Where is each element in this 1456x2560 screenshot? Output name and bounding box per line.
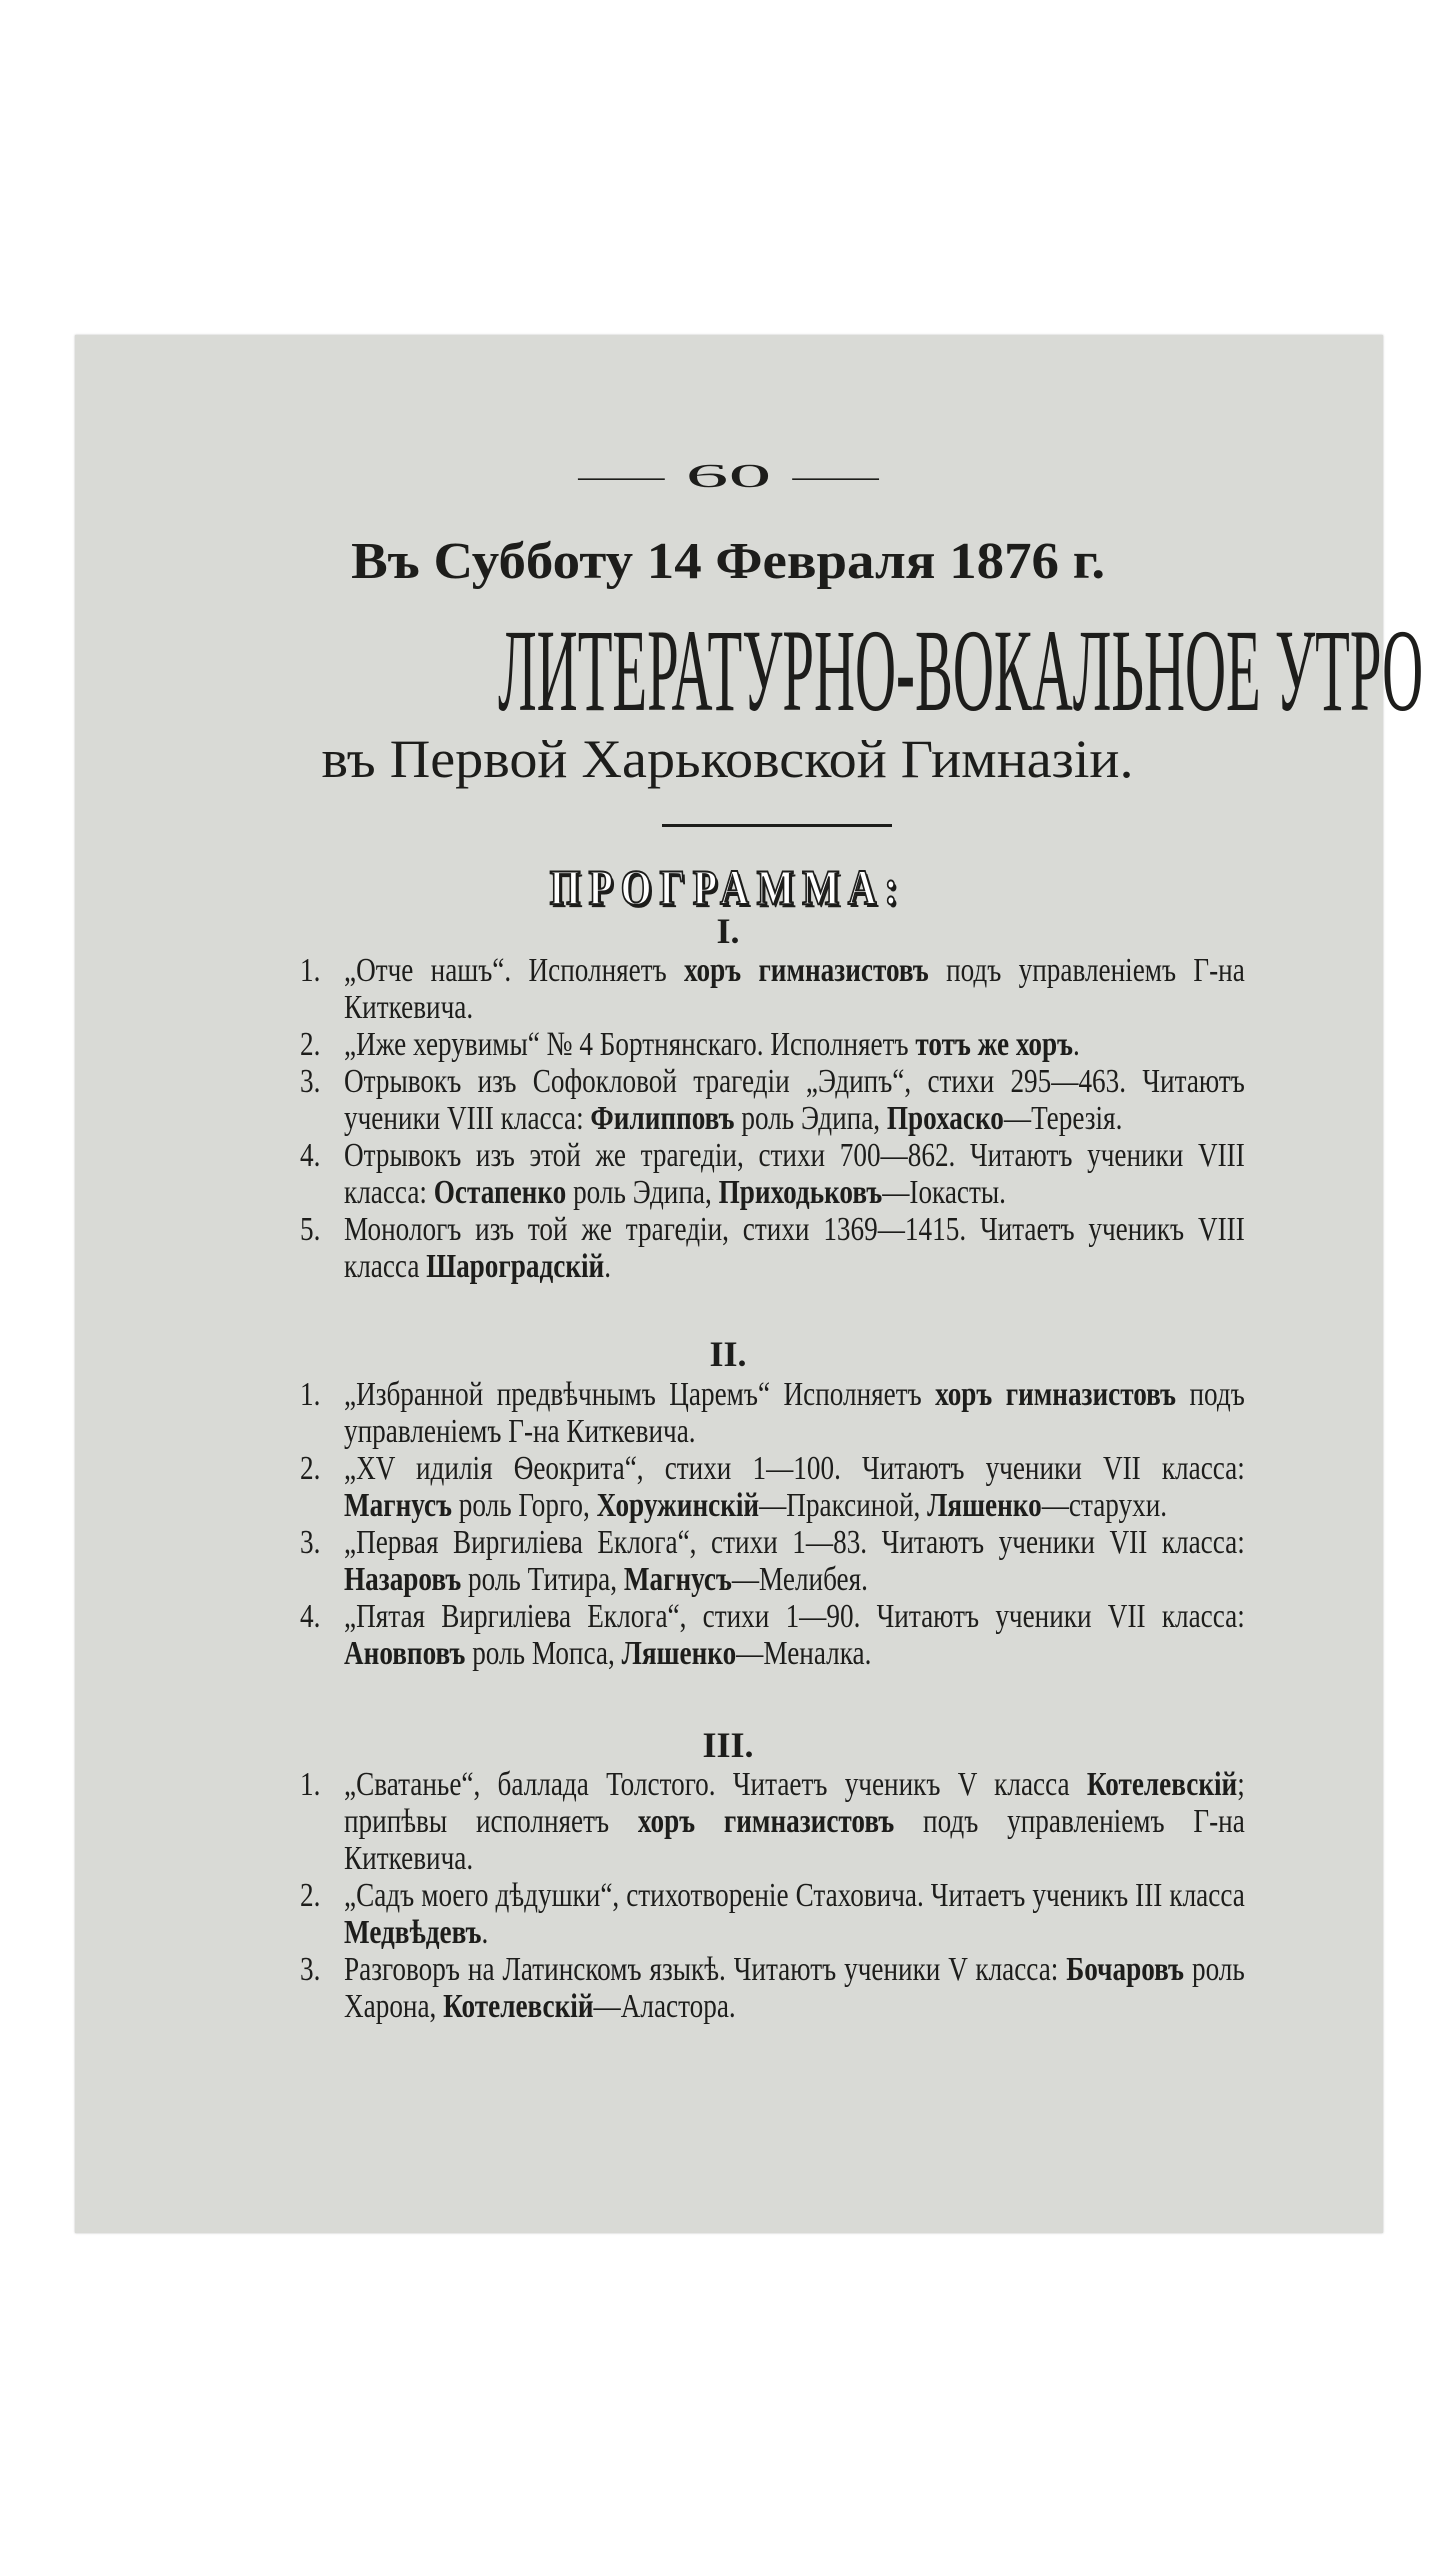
- performer-name: Ляшенко: [621, 1635, 737, 1672]
- program-item: [300, 1877, 1245, 1951]
- item-number: 1.: [300, 1766, 321, 1803]
- event-title-text: ЛИТЕРАТУРНО-ВОКАЛЬНОЕ УТРО: [498, 605, 1424, 736]
- item-number: 4.: [300, 1137, 321, 1174]
- performer-name: Котелевскій: [1086, 1766, 1238, 1803]
- performer-name: Ановповъ: [344, 1635, 466, 1672]
- performer-name: Медвѣдевъ: [344, 1914, 482, 1951]
- item-number: 3.: [300, 1063, 321, 1100]
- item-text-segment: „XV идилія Ѳеокрита“, стихи 1—100. Читаютъ ученики VII класса:: [344, 1450, 1245, 1487]
- item-text-segment: „Отче нашъ“. Исполняетъ: [344, 952, 684, 989]
- item-text-segment: „Садъ моего дѣдушки“, стихотвореніе Стаховича. Читаетъ ученикъ III класса: [344, 1877, 1245, 1914]
- item-text-segment: роль Горго,: [452, 1487, 597, 1524]
- item-text: [344, 952, 1245, 1026]
- program-item: [300, 1450, 1245, 1524]
- item-text: [344, 1450, 1245, 1524]
- item-text-segment: роль Титира,: [461, 1561, 624, 1598]
- performer-name: Назаровъ: [344, 1561, 462, 1598]
- item-number: 2.: [300, 1026, 321, 1063]
- item-text: [344, 1877, 1245, 1951]
- program-item: [300, 1063, 1245, 1137]
- item-text: [344, 1951, 1245, 2025]
- item-number: 2.: [300, 1450, 321, 1487]
- item-text-segment: роль Харона,: [344, 1951, 1245, 2025]
- item-text-segment: подъ управленіемъ Г-на Киткевича.: [344, 952, 1245, 1026]
- item-number: 4.: [300, 1598, 321, 1635]
- item-text-segment: —Іокасты.: [882, 1174, 1006, 1211]
- item-text-segment: „Пятая Виргиліева Еклога“, стихи 1—90. Читаютъ ученики VII класса:: [344, 1598, 1245, 1635]
- item-text: [344, 1376, 1245, 1450]
- item-text-segment: .: [481, 1914, 489, 1951]
- item-text-segment: —Праксиной,: [759, 1487, 928, 1524]
- item-number: 5.: [300, 1211, 321, 1248]
- item-text-segment: „Первая Виргиліева Еклога“, стихи 1—83. Читаютъ ученики VII класса:: [344, 1524, 1245, 1561]
- performer-name: Приходьковъ: [718, 1174, 883, 1211]
- item-text-segment: подъ управленіемъ Г-на Киткевича.: [344, 1376, 1245, 1450]
- program-item: [300, 1598, 1245, 1672]
- item-number: 2.: [300, 1877, 321, 1914]
- item-text: [344, 1137, 1245, 1211]
- item-text-segment: Разговоръ на Латинскомъ языкѣ. Читаютъ ученики V класса:: [344, 1951, 1067, 1988]
- performer-name: Хоружинскій: [596, 1487, 760, 1524]
- section-heading-2: II.: [709, 1334, 747, 1374]
- performer-name: Шароградскій: [426, 1248, 605, 1285]
- program-item: [300, 952, 1245, 1026]
- program-item: [300, 1524, 1245, 1598]
- item-text-segment: „Иже херувимы“ № 4 Бортнянскаго. Исполняетъ: [344, 1026, 916, 1063]
- performer-name: Остапенко: [433, 1174, 567, 1211]
- page-number-text: — 60 —: [578, 458, 878, 495]
- event-date-text: Въ Субботу 14 Февраля 1876 г.: [350, 533, 1105, 590]
- performer-name: Магнусъ: [623, 1561, 732, 1598]
- event-subtitle: [0, 728, 1456, 790]
- section-heading-1: I.: [716, 911, 740, 951]
- performer-name: хоръ гимназистовъ: [683, 952, 929, 989]
- item-text-segment: подъ управленіемъ Г-на Киткевича.: [344, 1803, 1245, 1877]
- program-item: [300, 1137, 1245, 1211]
- performer-name: хоръ гимназистовъ: [935, 1376, 1177, 1413]
- section-2-items: [300, 1376, 1245, 1672]
- item-text-segment: —Терезія.: [1003, 1100, 1123, 1137]
- item-text-segment: —Мелибея.: [731, 1561, 868, 1598]
- item-text-segment: Отрывокъ изъ Софокловой трагедіи „Эдипъ“, стихи 295—463. Читаютъ ученики VIII класса:: [344, 1063, 1245, 1137]
- item-text: [344, 1063, 1245, 1137]
- item-text-segment: .: [1073, 1026, 1080, 1063]
- item-text-segment: роль Эдипа,: [734, 1100, 887, 1137]
- performer-name: Филипповъ: [590, 1100, 735, 1137]
- item-number: 3.: [300, 1951, 321, 1988]
- item-text-segment: „Избранной предвѣчнымъ Царемъ“ Исполняетъ: [344, 1376, 936, 1413]
- item-text: [344, 1524, 1245, 1598]
- item-number: 3.: [300, 1524, 321, 1561]
- program-item: [300, 1376, 1245, 1450]
- performer-name: тотъ же хоръ: [915, 1026, 1073, 1063]
- program-item: [300, 1766, 1245, 1877]
- item-text-segment: роль Мопса,: [465, 1635, 622, 1672]
- performer-name: Магнусъ: [344, 1487, 452, 1524]
- item-text: [344, 1211, 1245, 1285]
- event-title: [0, 605, 1456, 736]
- section-1-items: [300, 952, 1245, 1285]
- performer-name: Бочаровъ: [1066, 1951, 1185, 1988]
- program-item: [300, 1026, 1245, 1063]
- item-number: 1.: [300, 952, 321, 989]
- item-text-segment: Монологъ изъ той же трагедіи, стихи 1369—1415. Читаетъ ученикъ VIII класса: [344, 1211, 1245, 1285]
- item-text-segment: „Сватанье“, баллада Толстого. Читаетъ ученикъ V класса: [344, 1766, 1087, 1803]
- divider-rule: [662, 824, 892, 827]
- item-text-segment: —Аластора.: [593, 1988, 736, 2025]
- item-text: [344, 1598, 1245, 1672]
- performer-name: Прохаско: [886, 1100, 1004, 1137]
- performer-name: Ляшенко: [927, 1487, 1042, 1524]
- program-heading-text: ПРОГРАММА:: [550, 859, 906, 915]
- program-item: [300, 1211, 1245, 1285]
- item-text-segment: роль Эдипа,: [566, 1174, 719, 1211]
- item-text-segment: —Меналка.: [736, 1635, 872, 1672]
- section-heading-3: III.: [702, 1725, 754, 1765]
- item-text-segment: —старухи.: [1041, 1487, 1168, 1524]
- item-text-segment: .: [604, 1248, 612, 1285]
- item-text: [344, 1766, 1245, 1877]
- item-number: 1.: [300, 1376, 321, 1413]
- program-heading: [0, 858, 1456, 916]
- section-3-items: [300, 1766, 1245, 2025]
- item-text: [344, 1026, 1245, 1063]
- event-date-heading: [0, 532, 1456, 591]
- item-text-segment: ; припѣвы исполняетъ: [344, 1766, 1245, 1840]
- program-item: [300, 1951, 1245, 2025]
- item-text-segment: Отрывокъ изъ этой же трагедіи, стихи 700—862. Читаютъ ученики VIII класса:: [344, 1137, 1245, 1211]
- performer-name: Котелевскій: [443, 1988, 594, 2025]
- event-subtitle-text: въ Первой Харьковской Гимназіи.: [321, 729, 1134, 789]
- performer-name: хоръ гимназистовъ: [637, 1803, 895, 1840]
- page-number: [0, 458, 1456, 496]
